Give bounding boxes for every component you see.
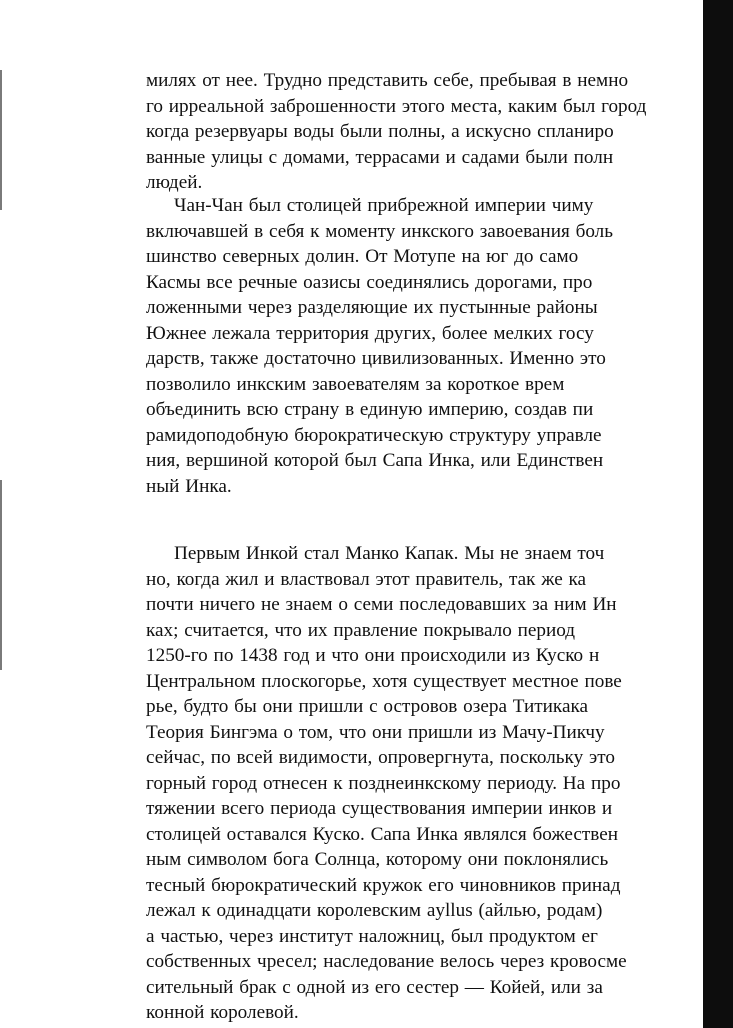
text-line: включавшей в себя к моменту инкского завоевания боль	[146, 220, 614, 242]
text-line: а частью, через институт наложниц, был продуктом ег	[146, 925, 598, 947]
text-line: Чан-Чан был столицей прибрежной империи чиму	[174, 195, 594, 216]
paragraph-2	[146, 193, 716, 499]
text-line: лежал к одинадцати королевским ayllus (айлью, родам)	[146, 900, 603, 921]
text-line: тяжении всего периода существования империи инков и	[146, 798, 613, 819]
text-line: ния, вершиной которой был Сапа Инка, или Единствен	[146, 450, 604, 471]
text-line: но, когда жил и властвовал этот правитель, так же ка	[146, 568, 587, 590]
scan-margin-speck	[0, 480, 2, 670]
paragraph-1	[146, 68, 716, 196]
text-line: дарств, также достаточно цивилизованных. Именно это	[146, 348, 606, 369]
text-line: рамидоподобную бюрократическую структуру управле	[146, 424, 602, 446]
text-line: тесный бюрократический кружок его чиновников принад	[146, 874, 621, 896]
scan-margin-speck	[0, 70, 2, 210]
text-line: Теория Бингэма о том, что они пришли из Мачу-Пикчу	[146, 721, 605, 743]
text-line: объединить всю страну в единую империю, создав пи	[146, 399, 594, 420]
text-line: Южнее лежала территория других, более мелких госу	[146, 322, 594, 344]
text-line: го ирреальной заброшенности этого места, каким был город	[146, 95, 647, 117]
text-line: столицей оставался Куско. Сапа Инка являлся божествен	[146, 823, 618, 845]
text-line: конной королевой.	[146, 1002, 299, 1023]
text-line: позволило инкским завоевателям за короткое врем	[146, 373, 565, 395]
text-line: людей.	[146, 172, 203, 193]
text-line: почти ничего не знаем о семи последовавших за ним Ин	[146, 594, 617, 615]
text-line: Первым Инкой стал Манко Капак. Мы не знаем точ	[174, 543, 605, 564]
text-line: ках; считается, что их правление покрывало период	[146, 619, 576, 641]
text-line: сительный брак с одной из его сестер — Койей, или за	[146, 976, 603, 998]
text-line: ванные улицы с домами, террасами и садами были полн	[146, 146, 614, 168]
text-line: ным символом бога Солнца, которому они поклонялись	[146, 849, 609, 870]
text-line: сейчас, по всей видимости, опровергнута, поскольку это	[146, 747, 615, 768]
text-line: Касмы все речные оазисы соединялись дорогами, про	[146, 271, 593, 293]
text-line: собственных чресел; наследование велось через кровосме	[146, 951, 627, 972]
text-line: шинство северных долин. От Мотупе на юг до само	[146, 246, 579, 267]
text-line: когда резервуары воды были полны, а искусно спланиро	[146, 121, 614, 142]
text-line: Центральном плоскогорье, хотя существует местное пове	[146, 670, 622, 692]
paragraph-3	[146, 541, 716, 1026]
text-line: рье, будто бы они пришли с островов озера Титикака	[146, 696, 589, 717]
text-line: ный Инка.	[146, 475, 232, 497]
text-line: 1250-го по 1438 год и что они происходили из Куско н	[146, 645, 600, 666]
text-line: ложенными через разделяющие их пустынные районы	[146, 297, 598, 318]
text-line: милях от нее. Трудно представить себе, пребывая в немно	[146, 70, 629, 91]
text-line: горный город отнесен к позднеинкскому периоду. На про	[146, 772, 621, 794]
